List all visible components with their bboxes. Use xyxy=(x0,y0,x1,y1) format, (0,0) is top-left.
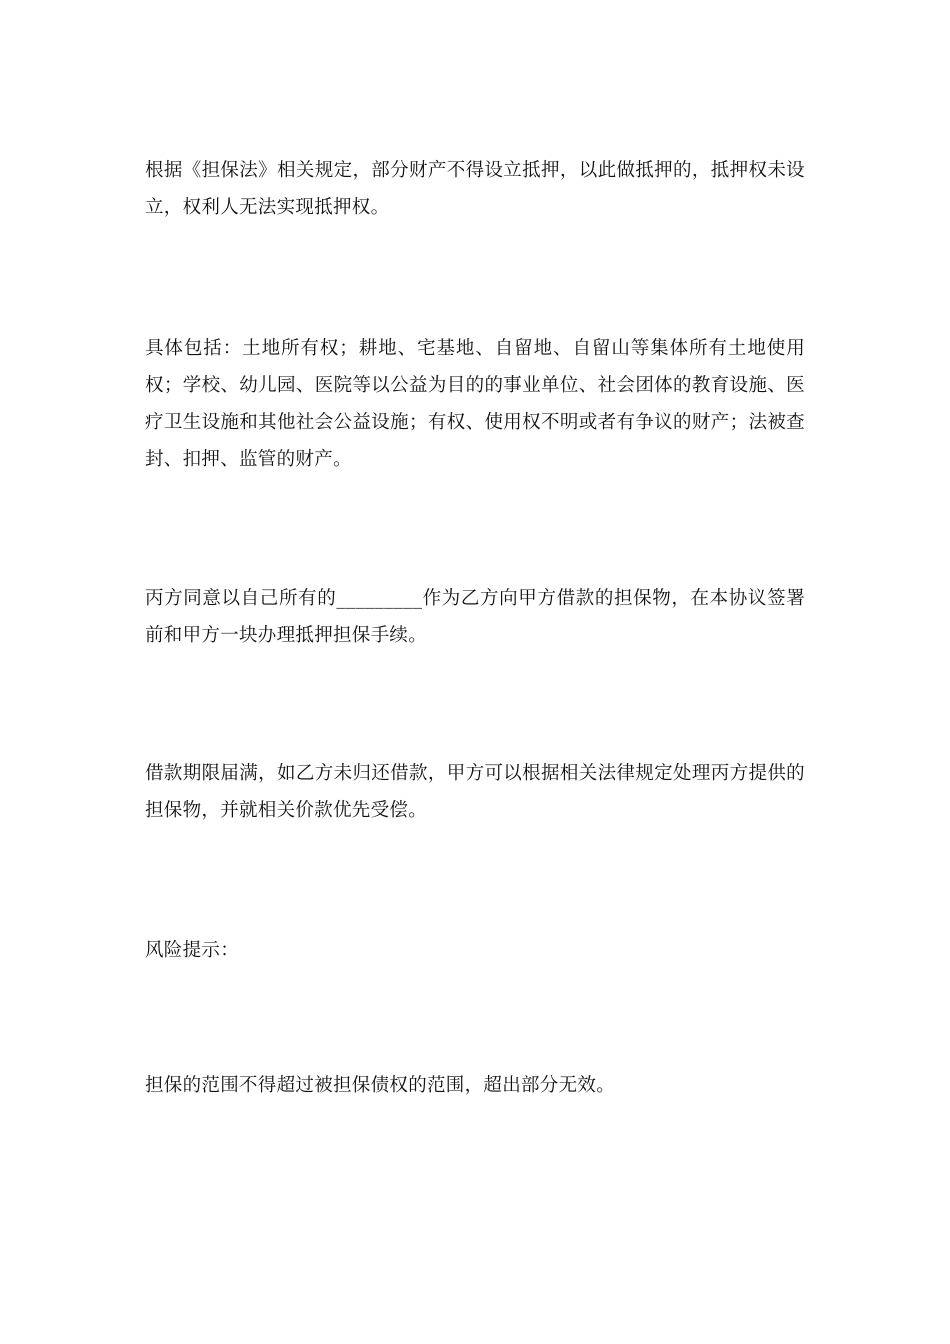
paragraph-collateral-agreement: 丙方同意以自己所有的_________作为乙方向甲方借款的担保物，在本协议签署前和甲方一块办理抵押担保手续。 xyxy=(145,588,805,646)
paragraph-excluded-property-list: 具体包括：土地所有权；耕地、宅基地、自留地、自留山等集体所有土地使用权；学校、幼儿园、医院等以公益为目的的事业单位、社会团体的教育设施、医疗卫生设施和其他社会公益设施；有权、使用权不明或者有争议的财产；法被查封、扣押、监管的财产。 xyxy=(145,338,805,470)
paragraph-guarantee-scope: 担保的范围不得超过被担保债权的范围，超出部分无效。 xyxy=(145,1075,616,1096)
paragraph-mortgage-restriction: 根据《担保法》相关规定，部分财产不得设立抵押，以此做抵押的，抵押权未设立，权利人无法实现抵押权。 xyxy=(145,160,805,218)
paragraph-risk-heading: 风险提示： xyxy=(145,940,240,961)
paragraph-repayment-default: 借款期限届满，如乙方未归还借款，甲方可以根据相关法律规定处理丙方提供的担保物，并就相关价款优先受偿。 xyxy=(145,763,805,821)
